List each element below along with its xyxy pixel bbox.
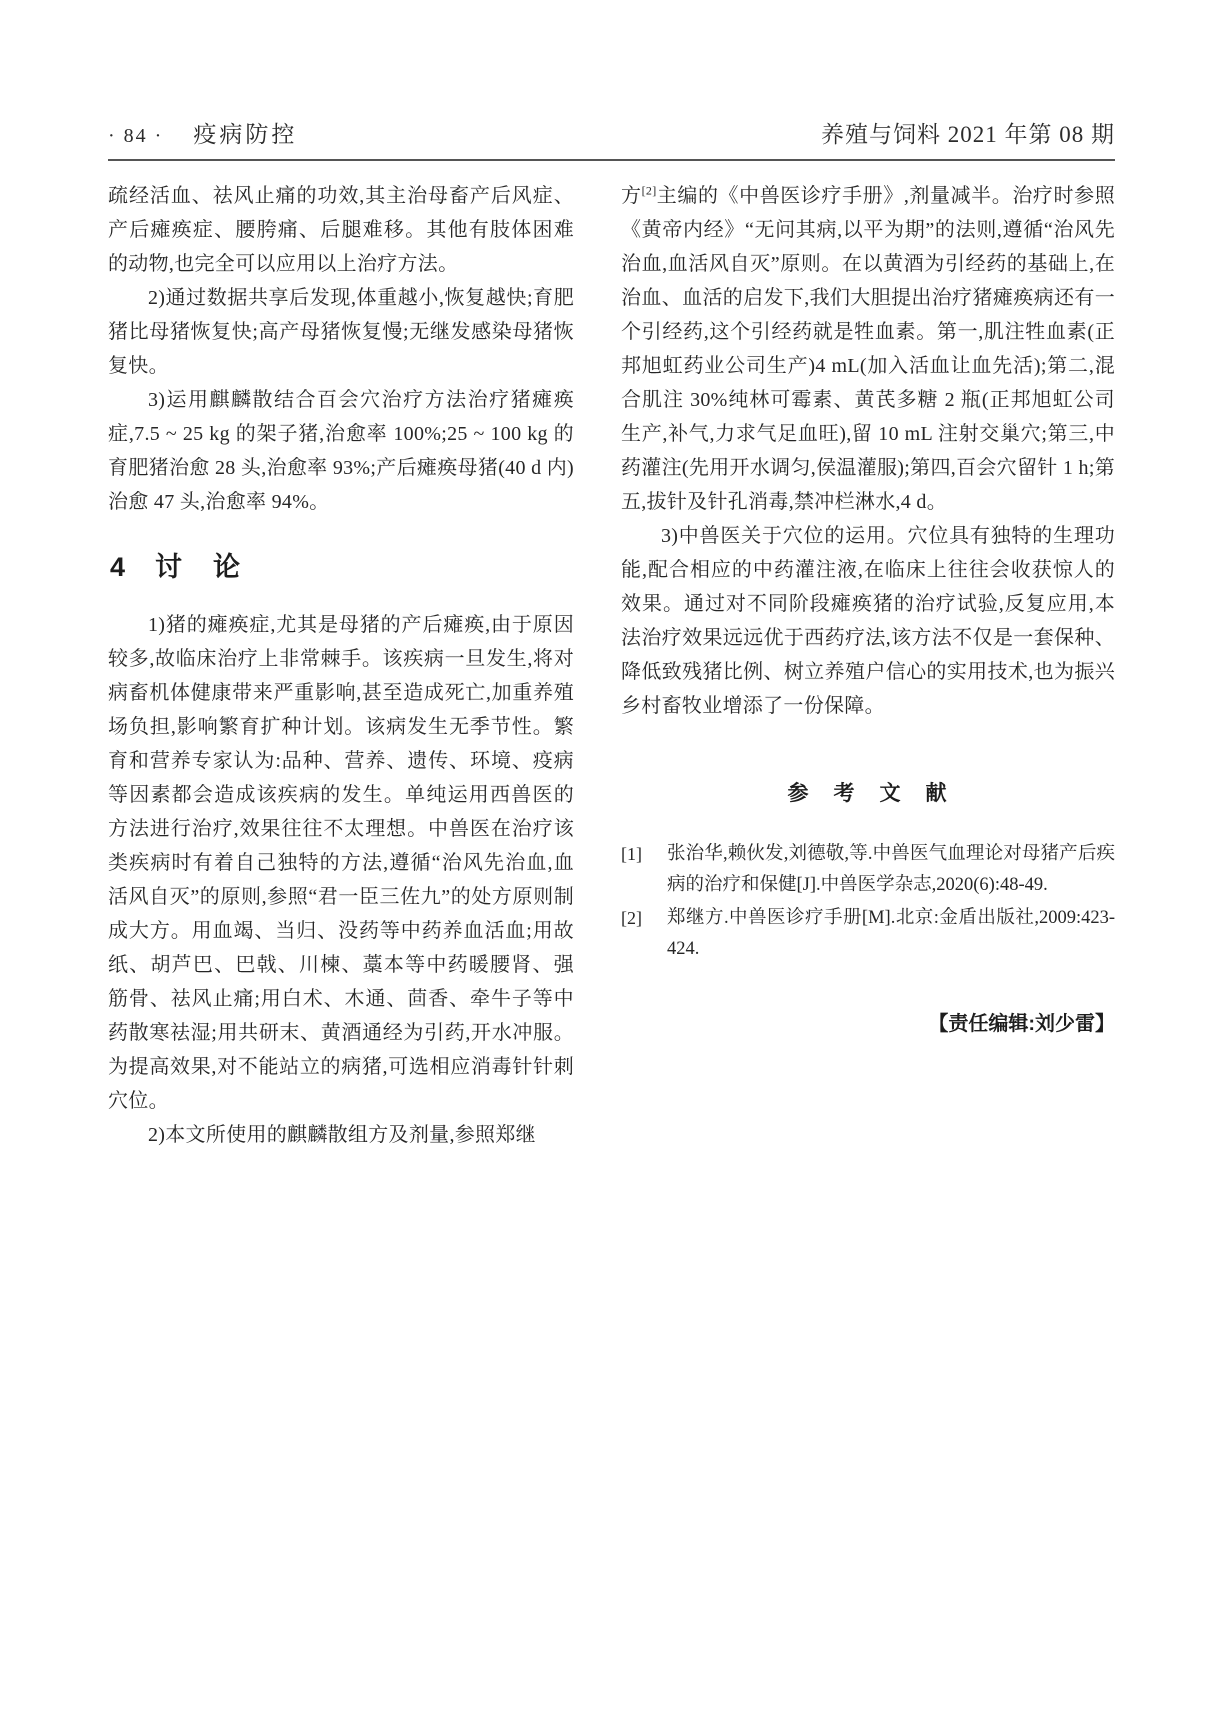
paragraph-2-pre-citation-text: 方 <box>621 185 642 207</box>
discussion-paragraph-3: 3)中兽医关于穴位的运用。穴位具有独特的生理功能,配合相应的中药灌注液,在临床上往往会收获惊人的效果。通过对不同阶段瘫痪猪的治疗试验,反复应用,本法治疗效果远远优于西药疗法,该方法不仅是一套保种、降低致残猪比例、树立养殖户信心的实用技术,也为振兴乡村畜牧业增添了一份保障。 <box>621 525 1115 717</box>
paragraph-intro-continuation: 疏经活血、祛风止痛的功效,其主治母畜产后风症、产后瘫痪症、腰胯痛、后腿难移。其他有肢体困难的动物,也完全可以应用以上治疗方法。 <box>108 185 574 275</box>
discussion-paragraph-1: 1)猪的瘫痪症,尤其是母猪的产后瘫痪,由于原因较多,故临床治疗上非常棘手。该疾病一旦发生,将对病畜机体健康带来严重影响,甚至造成死亡,加重养殖场负担,影响繁育扩种计划。该病发生无季节性。繁育和营养专家认为:品种、营养、遗传、环境、疫病等因素都会造成该疾病的发生。单纯运用西兽医的方法进行治疗,效果往往不太理想。中兽医在治疗该类疾病时有着自己独特的方法,遵循“治风先治血,血活风自灭”的原则,参照“君一臣三佐九”的处方原则制成大方。用血竭、当归、没药等中药养血活血;用故纸、胡芦巴、巴戟、川楝、藁本等中药暖腰肾、强筋骨、祛风止痛;用白术、木通、茴香、牵牛子等中药散寒祛湿;用共研末、黄酒通经为引药,开水冲服。为提高效果,对不能站立的病猪,可选相应消毒针针刺穴位。 <box>108 614 574 1112</box>
references-heading: 参 考 文 献 <box>787 782 949 805</box>
page-header <box>108 116 1115 149</box>
section-title: 讨 论 <box>155 552 243 582</box>
column-section-label: 疫病防控 <box>193 122 298 147</box>
paragraph-result-3: 3)运用麒麟散结合百会穴治疗方法治疗猪瘫痪症,7.5 ~ 25 kg 的架子猪,治愈率 100%;25 ~ 100 kg 的育肥猪治愈 28 头,治愈率 93%;产后瘫痪母猪(40 d 内)治愈 47 头,治愈率 94%。 <box>108 389 574 513</box>
page-number: · 84 · <box>108 125 164 147</box>
discussion-paragraph-2-start: 2)本文所使用的麒麟散组方及剂量,参照郑继 <box>148 1124 536 1146</box>
two-column-body <box>108 179 1115 1152</box>
left-column <box>108 179 574 1152</box>
reference-label: [2] <box>621 908 642 928</box>
header-left-group <box>108 116 297 149</box>
right-column <box>621 179 1115 1152</box>
reference-label: [1] <box>621 844 642 864</box>
section-number: 4 <box>110 552 126 582</box>
reference-text: 郑继方.中兽医诊疗手册[M].北京:金盾出版社,2009:423-424. <box>667 908 1115 959</box>
header-divider <box>108 159 1115 161</box>
reference-item <box>621 903 1115 965</box>
discussion-section-heading <box>110 545 574 584</box>
reference-text: 张治华,赖伙发,刘德敬,等.中兽医气血理论对母猪产后疾病的治疗和保健[J].中兽医学杂志,2020(6):48-49. <box>667 844 1115 895</box>
paragraph-2-post-citation-text: 主编的《中兽医诊疗手册》,剂量减半。治疗时参照《黄帝内经》“无问其病,以平为期”的法则,遵循“治风先治血,血活风自灭”原则。在以黄酒为引经药的基础上,在治血、血活的启发下,我们大胆提出治疗猪瘫痪病还有一个引经药,这个引经药就是牲血素。第一,肌注牲血素(正邦旭虹药业公司生产)4 mL(加入活血让血先活);第二,混合肌注 30%纯林可霉素、黄芪多糖 2 瓶(正邦旭虹公司生产,补气,力求气足血旺),留 10 mL 注射交巢穴;第三,中药灌注(先用开水调匀,侯温灌服);第四,百会穴留针 1 h;第五,拔针及针孔消毒,禁冲栏淋水,4 d。 <box>621 185 1115 513</box>
reference-item <box>621 839 1115 901</box>
journal-issue-label: 养殖与饲料 2021 年第 08 期 <box>821 122 1115 147</box>
citation-superscript: [2] <box>641 183 657 198</box>
responsible-editor-note: 【责任编辑:刘少雷】 <box>928 1013 1115 1035</box>
paragraph-result-2: 2)通过数据共享后发现,体重越小,恢复越快;育肥猪比母猪恢复快;高产母猪恢复慢;无继发感染母猪恢复快。 <box>108 287 574 377</box>
page-content <box>108 116 1115 1152</box>
discussion-paragraph-2-continued <box>621 179 1115 519</box>
